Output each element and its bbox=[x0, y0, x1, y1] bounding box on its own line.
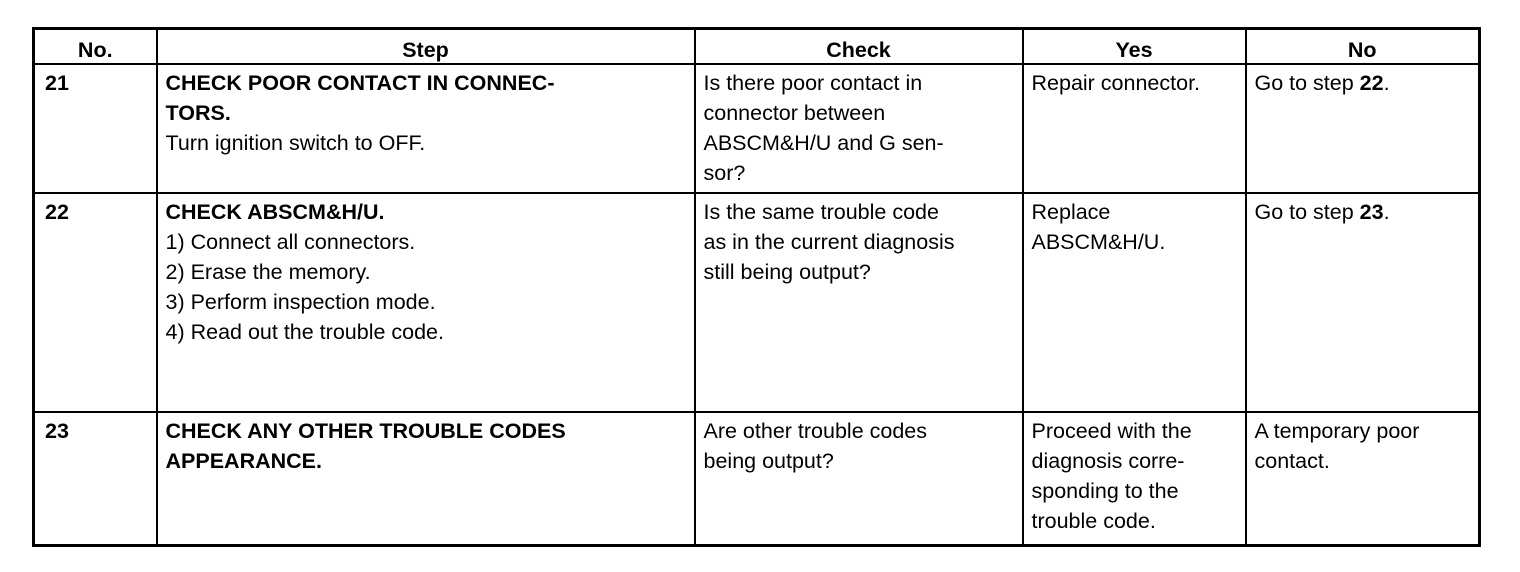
check-text: Is there poor contact in bbox=[703, 71, 923, 95]
table-row bbox=[34, 412, 1480, 546]
header-yes: Yes bbox=[1023, 29, 1246, 65]
step-number: 21 bbox=[34, 64, 157, 193]
no-cell bbox=[1246, 412, 1480, 546]
yes-cell bbox=[1023, 193, 1246, 412]
yes-text: diagnosis corre- bbox=[1031, 449, 1185, 473]
yes-text: Replace bbox=[1031, 200, 1111, 224]
next-step-number: 23 bbox=[1359, 200, 1384, 224]
yes-text: ABSCM&H/U. bbox=[1031, 230, 1166, 254]
yes-text: Repair connector. bbox=[1031, 71, 1201, 95]
check-text: Are other trouble codes bbox=[703, 419, 927, 443]
table-row bbox=[34, 64, 1480, 193]
yes-text: sponding to the bbox=[1031, 479, 1179, 503]
yes-text: Proceed with the bbox=[1031, 419, 1192, 443]
check-text: being output? bbox=[703, 449, 834, 473]
step-instruction: Turn ignition switch to OFF. bbox=[165, 131, 426, 155]
no-text: Go to step 22. bbox=[1254, 71, 1390, 95]
step-title: CHECK ANY OTHER TROUBLE CODES bbox=[165, 419, 566, 443]
step-instruction: 3) Perform inspection mode. bbox=[165, 290, 436, 314]
header-no-result: No bbox=[1246, 29, 1480, 65]
check-text: as in the current diagnosis bbox=[703, 230, 955, 254]
header-no: No. bbox=[34, 29, 157, 65]
table-row bbox=[34, 193, 1480, 412]
header-step: Step bbox=[157, 29, 695, 65]
step-instruction: 1) Connect all connectors. bbox=[165, 230, 416, 254]
no-text: Go to step 23. bbox=[1254, 200, 1390, 224]
check-text: Is the same trouble code bbox=[703, 200, 939, 224]
step-title: TORS. bbox=[165, 101, 231, 125]
step-cell bbox=[157, 412, 695, 546]
diagnosis-table bbox=[32, 27, 1481, 547]
check-cell bbox=[695, 64, 1023, 193]
yes-text: trouble code. bbox=[1031, 509, 1156, 533]
no-cell bbox=[1246, 193, 1480, 412]
check-text: sor? bbox=[703, 161, 746, 185]
no-cell bbox=[1246, 64, 1480, 193]
yes-cell bbox=[1023, 412, 1246, 546]
step-cell bbox=[157, 193, 695, 412]
step-number: 23 bbox=[34, 412, 157, 546]
check-text: connector between bbox=[703, 101, 886, 125]
header-row bbox=[34, 29, 1480, 65]
no-text: contact. bbox=[1254, 449, 1330, 473]
no-text: A temporary poor bbox=[1254, 419, 1420, 443]
step-title: CHECK ABSCM&H/U. bbox=[165, 200, 385, 224]
check-text: ABSCM&H/U and G sen- bbox=[703, 131, 944, 155]
header-check: Check bbox=[695, 29, 1023, 65]
step-number: 22 bbox=[34, 193, 157, 412]
step-cell bbox=[157, 64, 695, 193]
yes-cell bbox=[1023, 64, 1246, 193]
next-step-number: 22 bbox=[1359, 71, 1384, 95]
step-title: APPEARANCE. bbox=[165, 449, 322, 473]
step-title: CHECK POOR CONTACT IN CONNEC- bbox=[165, 71, 555, 95]
step-instruction: 4) Read out the trouble code. bbox=[165, 320, 444, 344]
check-cell bbox=[695, 412, 1023, 546]
check-text: still being output? bbox=[703, 260, 871, 284]
check-cell bbox=[695, 193, 1023, 412]
step-instruction: 2) Erase the memory. bbox=[165, 260, 371, 284]
